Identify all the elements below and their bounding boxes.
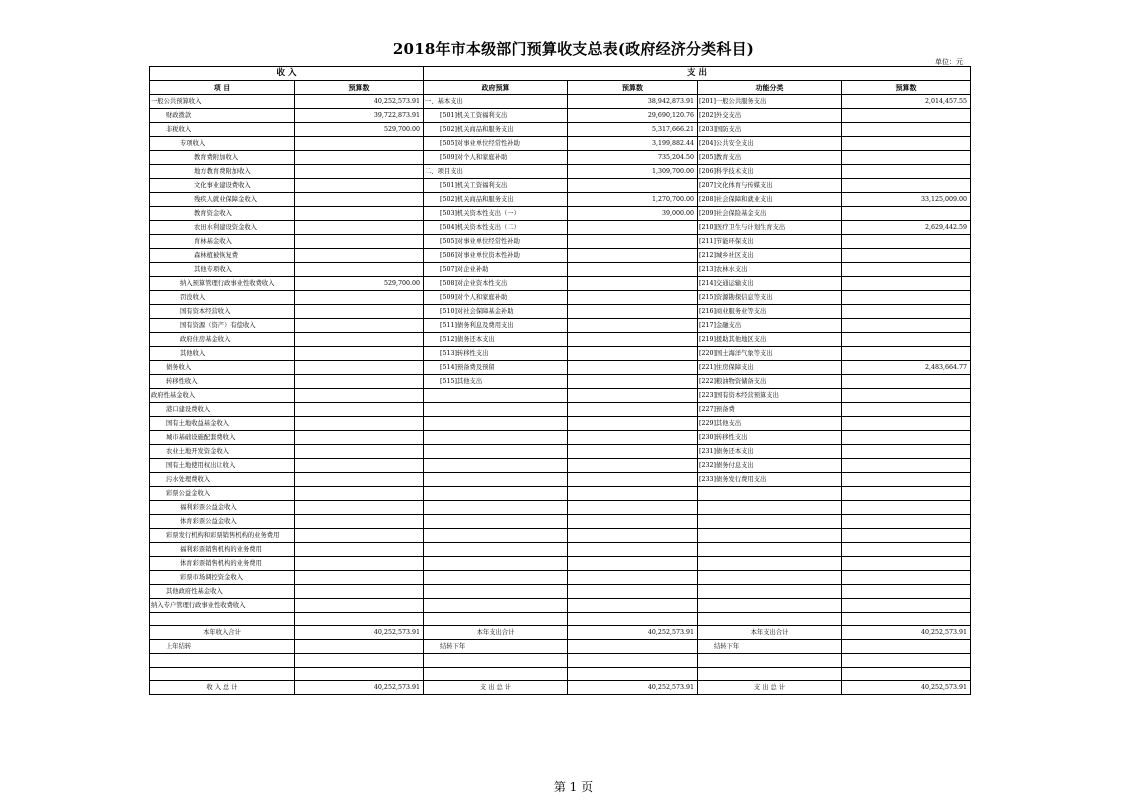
table-row — [150, 417, 971, 431]
table-row — [150, 487, 971, 501]
income-item: 文化事业建设费收入 — [150, 179, 295, 193]
income-item: 其他专项收入 — [150, 263, 295, 277]
income-amount — [295, 361, 424, 375]
gov-budget-item — [424, 599, 568, 613]
func-class-item: [227]预备费 — [698, 403, 842, 417]
table-row — [150, 263, 971, 277]
table-row — [150, 473, 971, 487]
gov-budget-item — [424, 431, 568, 445]
income-item: 福利彩票公益金收入 — [150, 501, 295, 515]
year-func-expense-value: 40,252,573.91 — [842, 626, 971, 640]
gov-budget-amount — [568, 487, 698, 501]
blank-row — [150, 654, 971, 667]
func-class-amount — [842, 431, 971, 445]
income-item: 政府住房基金收入 — [150, 333, 295, 347]
gov-budget-item: [512]债务还本支出 — [424, 333, 568, 347]
income-amount — [295, 501, 424, 515]
gov-budget-item — [424, 487, 568, 501]
income-amount — [295, 347, 424, 361]
table-row — [150, 151, 971, 165]
income-item: 专项收入 — [150, 137, 295, 151]
func-class-amount — [842, 459, 971, 473]
income-item: 转移性收入 — [150, 375, 295, 389]
table-row — [150, 529, 971, 543]
table-row — [150, 179, 971, 193]
func-class-amount — [842, 571, 971, 585]
gov-budget-item: 一、基本支出 — [424, 95, 568, 109]
func-class-amount: 2,483,664.77 — [842, 361, 971, 375]
table-row — [150, 501, 971, 515]
gov-budget-amount — [568, 599, 698, 613]
income-amount: 39,722,873.91 — [295, 109, 424, 123]
table-row — [150, 291, 971, 305]
income-amount — [295, 221, 424, 235]
func-class-item: [219]援助其他地区支出 — [698, 333, 842, 347]
gov-budget-item — [424, 543, 568, 557]
func-class-amount — [842, 557, 971, 571]
func-class-amount — [842, 389, 971, 403]
income-amount — [295, 137, 424, 151]
gov-budget-amount — [568, 319, 698, 333]
func-class-item — [698, 543, 842, 557]
func-class-item: [233]债务发行费用支出 — [698, 473, 842, 487]
table-row — [150, 585, 971, 599]
income-item: 体育彩票销售机构的业务费用 — [150, 557, 295, 571]
table-row — [150, 319, 971, 333]
blank-row — [150, 667, 971, 680]
gov-budget-amount — [568, 543, 698, 557]
year-func-expense-label: 本年支出合计 — [698, 626, 842, 640]
gov-budget-header: 政府预算 — [424, 81, 568, 95]
income-item: 农田水利建设资金收入 — [150, 221, 295, 235]
income-amount — [295, 445, 424, 459]
income-amount — [295, 165, 424, 179]
gov-budget-amount — [568, 291, 698, 305]
func-class-amount — [842, 501, 971, 515]
table-row — [150, 445, 971, 459]
income-amount — [295, 207, 424, 221]
func-class-item: [231]债务还本支出 — [698, 445, 842, 459]
income-item: 污水处理费收入 — [150, 473, 295, 487]
func-class-item — [698, 501, 842, 515]
table-row — [150, 95, 971, 109]
table-row — [150, 515, 971, 529]
func-class-item — [698, 487, 842, 501]
func-class-item — [698, 557, 842, 571]
func-expense-total-value: 40,252,573.91 — [842, 681, 971, 695]
func-class-amount — [842, 487, 971, 501]
income-item: 国有资源（资产）有偿收入 — [150, 319, 295, 333]
gov-budget-item — [424, 585, 568, 599]
gov-budget-amount — [568, 333, 698, 347]
income-amount — [295, 333, 424, 347]
func-class-item — [698, 599, 842, 613]
income-amount: 40,252,573.91 — [295, 95, 424, 109]
gov-budget-item: [503]机关资本性支出（一） — [424, 207, 568, 221]
gov-budget-amount — [568, 445, 698, 459]
gov-budget-item — [424, 501, 568, 515]
gov-budget-amount — [568, 529, 698, 543]
table-row — [150, 557, 971, 571]
gov-budget-item: 二、项目支出 — [424, 165, 568, 179]
header-row-1 — [150, 67, 971, 81]
income-amount — [295, 473, 424, 487]
income-amount — [295, 571, 424, 585]
gov-budget-amount: 735,204.50 — [568, 151, 698, 165]
gov-budget-item: [513]转移性支出 — [424, 347, 568, 361]
gov-budget-amount — [568, 221, 698, 235]
func-class-item: [205]教育支出 — [698, 151, 842, 165]
income-item: 罚没收入 — [150, 291, 295, 305]
func-class-item — [698, 529, 842, 543]
gov-budget-item — [424, 445, 568, 459]
gov-budget-amount — [568, 417, 698, 431]
func-class-amount: 33,125,009.00 — [842, 193, 971, 207]
carry-out-label: 结转下年 — [424, 640, 568, 654]
func-class-amount — [842, 515, 971, 529]
gov-budget-amount — [568, 249, 698, 263]
table-row — [150, 361, 971, 375]
income-item: 国有土地使用权出让收入 — [150, 459, 295, 473]
income-amount — [295, 529, 424, 543]
table-row — [150, 123, 971, 137]
income-item: 福利彩票销售机构的业务费用 — [150, 543, 295, 557]
income-amount — [295, 249, 424, 263]
gov-budget-item: [515]其他支出 — [424, 375, 568, 389]
gov-budget-amount — [568, 375, 698, 389]
gov-budget-amount — [568, 347, 698, 361]
income-amount — [295, 193, 424, 207]
gov-budget-item: [505]对事业单位经常性补助 — [424, 137, 568, 151]
income-amount: 529,700.00 — [295, 123, 424, 137]
gov-budget-item: [508]对企业资本性支出 — [424, 277, 568, 291]
table-row — [150, 431, 971, 445]
func-class-item: [220]国土海洋气象等支出 — [698, 347, 842, 361]
income-amount — [295, 543, 424, 557]
income-item: 债务收入 — [150, 361, 295, 375]
gov-budget-amount — [568, 515, 698, 529]
gov-budget-amount — [568, 585, 698, 599]
func-class-item: [206]科学技术支出 — [698, 165, 842, 179]
gov-budget-item: [509]对个人和家庭补助 — [424, 291, 568, 305]
func-class-item: [216]商业服务业等支出 — [698, 305, 842, 319]
income-amount — [295, 263, 424, 277]
func-class-item: [202]外交支出 — [698, 109, 842, 123]
income-amount — [295, 389, 424, 403]
income-item: 其他收入 — [150, 347, 295, 361]
carry-out-func-label: 结转下年 — [698, 640, 842, 654]
gov-budget-amount: 29,690,120.76 — [568, 109, 698, 123]
income-item: 彩票发行机构和彩票销售机构的业务费用 — [150, 529, 295, 543]
func-class-amount — [842, 235, 971, 249]
item-header: 项 目 — [150, 81, 295, 95]
func-class-item: [230]转移性支出 — [698, 431, 842, 445]
func-class-item: [201]一般公共服务支出 — [698, 95, 842, 109]
income-item: 残疾人就业保障金收入 — [150, 193, 295, 207]
func-class-amount — [842, 165, 971, 179]
gov-budget-item: [509]对个人和家庭补助 — [424, 151, 568, 165]
income-item: 彩票公益金收入 — [150, 487, 295, 501]
income-item: 非税收入 — [150, 123, 295, 137]
gov-budget-amount: 39,000.00 — [568, 207, 698, 221]
func-class-amount: 2,014,457.55 — [842, 95, 971, 109]
table-row — [150, 165, 971, 179]
func-class-item: [217]金融支出 — [698, 319, 842, 333]
table-row — [150, 277, 971, 291]
gov-budget-amount — [568, 277, 698, 291]
gov-budget-item — [424, 473, 568, 487]
func-class-item — [698, 585, 842, 599]
income-item: 教育资金收入 — [150, 207, 295, 221]
gov-budget-item — [424, 557, 568, 571]
table-row — [150, 333, 971, 347]
func-class-amount — [842, 585, 971, 599]
income-item: 森林植被恢复费 — [150, 249, 295, 263]
func-class-amount — [842, 529, 971, 543]
func-class-item: [211]节能环保支出 — [698, 235, 842, 249]
gov-budget-item: [511]债务利息及费用支出 — [424, 319, 568, 333]
income-item: 纳入预算管理行政事业性收费收入 — [150, 277, 295, 291]
income-item: 一般公共预算收入 — [150, 95, 295, 109]
func-class-amount — [842, 291, 971, 305]
gov-budget-item: [506]对事业单位资本性补助 — [424, 249, 568, 263]
income-amount — [295, 515, 424, 529]
gov-budget-amount — [568, 263, 698, 277]
carry-in-label: 上年结转 — [150, 640, 295, 654]
income-amount — [295, 487, 424, 501]
income-amount — [295, 585, 424, 599]
expense-header: 支 出 — [424, 67, 971, 81]
gov-budget-amount — [568, 361, 698, 375]
func-class-amount — [842, 277, 971, 291]
gov-budget-amount: 5,317,666.21 — [568, 123, 698, 137]
table-row — [150, 599, 971, 613]
grand-total-row — [150, 681, 971, 695]
func-class-amount — [842, 179, 971, 193]
income-item: 国有资本经营收入 — [150, 305, 295, 319]
income-item: 教育费附加收入 — [150, 151, 295, 165]
income-header: 收 入 — [150, 67, 424, 81]
func-class-item: [207]文化体育与传媒支出 — [698, 179, 842, 193]
table-row — [150, 137, 971, 151]
income-item: 政府性基金收入 — [150, 389, 295, 403]
unit-label: 单位：元 — [935, 58, 963, 66]
gov-budget-item: [501]机关工资福利支出 — [424, 109, 568, 123]
gov-budget-item — [424, 571, 568, 585]
gov-budget-item — [424, 389, 568, 403]
income-amount — [295, 179, 424, 193]
gov-budget-amount — [568, 459, 698, 473]
header-row-2 — [150, 81, 971, 95]
func-class-item: [229]其他支出 — [698, 417, 842, 431]
gov-budget-item — [424, 529, 568, 543]
func-class-item: [221]住房保障支出 — [698, 361, 842, 375]
year-total-row — [150, 626, 971, 640]
expense-total-label: 支 出 总 计 — [424, 681, 568, 695]
income-amount — [295, 417, 424, 431]
func-class-item: [212]城乡社区支出 — [698, 249, 842, 263]
func-class-item: [232]债务付息支出 — [698, 459, 842, 473]
table-row — [150, 543, 971, 557]
func-class-amount — [842, 123, 971, 137]
gov-budget-amount — [568, 235, 698, 249]
func-class-item — [698, 515, 842, 529]
income-amount — [295, 291, 424, 305]
gov-budget-amount — [568, 431, 698, 445]
income-item: 纳入专户管理行政事业性收费收入 — [150, 599, 295, 613]
func-class-amount — [842, 249, 971, 263]
gov-budget-item: [501]机关工资福利支出 — [424, 179, 568, 193]
gov-budget-amount — [568, 305, 698, 319]
gov-budget-amount — [568, 389, 698, 403]
income-item: 其他政府性基金收入 — [150, 585, 295, 599]
gov-budget-amount — [568, 179, 698, 193]
income-amount — [295, 305, 424, 319]
func-class-item: [214]交通运输支出 — [698, 277, 842, 291]
year-income-value: 40,252,573.91 — [295, 626, 424, 640]
table-row — [150, 207, 971, 221]
func-class-amount — [842, 473, 971, 487]
table-row — [150, 235, 971, 249]
func-class-item: [210]医疗卫生与计划生育支出 — [698, 221, 842, 235]
gov-budget-amount-header: 预算数 — [568, 81, 698, 95]
func-class-amount — [842, 151, 971, 165]
income-item: 港口建设费收入 — [150, 403, 295, 417]
func-expense-total-label: 支 出 总 计 — [698, 681, 842, 695]
gov-budget-item: [514]预备费及预留 — [424, 361, 568, 375]
gov-budget-item: [502]机关商品和服务支出 — [424, 123, 568, 137]
func-class-item: [213]农林水支出 — [698, 263, 842, 277]
table-row — [150, 389, 971, 403]
func-class-header: 功能分类 — [698, 81, 842, 95]
income-amount — [295, 431, 424, 445]
income-amount: 529,700.00 — [295, 277, 424, 291]
func-class-amount — [842, 319, 971, 333]
func-budget-amount-header: 预算数 — [842, 81, 971, 95]
income-amount — [295, 599, 424, 613]
income-amount — [295, 235, 424, 249]
gov-budget-item — [424, 459, 568, 473]
gov-budget-amount — [568, 571, 698, 585]
func-class-item: [223]国有资本经营预算支出 — [698, 389, 842, 403]
income-total-value: 40,252,573.91 — [295, 681, 424, 695]
income-item: 育林基金收入 — [150, 235, 295, 249]
gov-budget-item: [504]机关资本性支出（二） — [424, 221, 568, 235]
gov-budget-amount — [568, 557, 698, 571]
table-row — [150, 347, 971, 361]
func-class-amount — [842, 417, 971, 431]
table-row — [150, 109, 971, 123]
func-class-item: [204]公共安全支出 — [698, 137, 842, 151]
gov-budget-item: [507]对企业补助 — [424, 263, 568, 277]
blank-row — [150, 613, 971, 626]
gov-budget-item: [505]对事业单位经常性补助 — [424, 235, 568, 249]
func-class-amount — [842, 375, 971, 389]
func-class-amount — [842, 347, 971, 361]
func-class-item: [203]国防支出 — [698, 123, 842, 137]
gov-budget-item: [510]对社会保障基金补助 — [424, 305, 568, 319]
func-class-item — [698, 571, 842, 585]
table-row — [150, 193, 971, 207]
func-class-amount — [842, 207, 971, 221]
income-item: 国有土地收益基金收入 — [150, 417, 295, 431]
budget-table — [149, 66, 971, 695]
table-row — [150, 305, 971, 319]
gov-budget-item — [424, 515, 568, 529]
income-amount — [295, 403, 424, 417]
page-number: 第 1 页 — [553, 780, 594, 794]
gov-budget-item — [424, 403, 568, 417]
func-class-amount: 2,629,442.59 — [842, 221, 971, 235]
func-class-amount — [842, 403, 971, 417]
year-income-label: 本年收入合计 — [150, 626, 295, 640]
func-class-amount — [842, 305, 971, 319]
func-class-amount — [842, 137, 971, 151]
func-class-amount — [842, 333, 971, 347]
table-row — [150, 459, 971, 473]
table-row — [150, 221, 971, 235]
gov-budget-amount: 1,309,700.00 — [568, 165, 698, 179]
func-class-item: [208]社会保障和就业支出 — [698, 193, 842, 207]
func-class-amount — [842, 599, 971, 613]
page-title: 2018年市本级部门预算收支总表(政府经济分类科目) — [392, 40, 755, 58]
gov-budget-item: [502]机关商品和服务支出 — [424, 193, 568, 207]
gov-budget-amount: 1,270,700.00 — [568, 193, 698, 207]
table-row — [150, 375, 971, 389]
income-item: 城市基础设施配套费收入 — [150, 431, 295, 445]
func-class-item: [209]社会保险基金支出 — [698, 207, 842, 221]
carry-row — [150, 640, 971, 654]
table-row — [150, 571, 971, 585]
gov-budget-amount — [568, 473, 698, 487]
func-class-item: [215]资源勘探信息等支出 — [698, 291, 842, 305]
income-amount — [295, 557, 424, 571]
year-expense-value: 40,252,573.91 — [568, 626, 698, 640]
expense-total-value: 40,252,573.91 — [568, 681, 698, 695]
income-total-label: 收 入 总 计 — [150, 681, 295, 695]
gov-budget-item — [424, 417, 568, 431]
income-amount — [295, 319, 424, 333]
table-row — [150, 403, 971, 417]
gov-budget-amount — [568, 501, 698, 515]
income-item: 财政拨款 — [150, 109, 295, 123]
budget-header: 预算数 — [295, 81, 424, 95]
gov-budget-amount: 3,199,882.44 — [568, 137, 698, 151]
income-amount — [295, 375, 424, 389]
func-class-amount — [842, 109, 971, 123]
gov-budget-amount: 38,942,873.91 — [568, 95, 698, 109]
income-item: 地方教育费附加收入 — [150, 165, 295, 179]
income-amount — [295, 151, 424, 165]
func-class-amount — [842, 263, 971, 277]
func-class-amount — [842, 445, 971, 459]
income-item: 农业土地开发资金收入 — [150, 445, 295, 459]
gov-budget-amount — [568, 403, 698, 417]
income-item: 体育彩票公益金收入 — [150, 515, 295, 529]
func-class-item: [222]粮油物资储备支出 — [698, 375, 842, 389]
func-class-amount — [842, 543, 971, 557]
table-row — [150, 249, 971, 263]
income-amount — [295, 459, 424, 473]
income-item: 彩票市场调控资金收入 — [150, 571, 295, 585]
year-expense-label: 本年支出合计 — [424, 626, 568, 640]
